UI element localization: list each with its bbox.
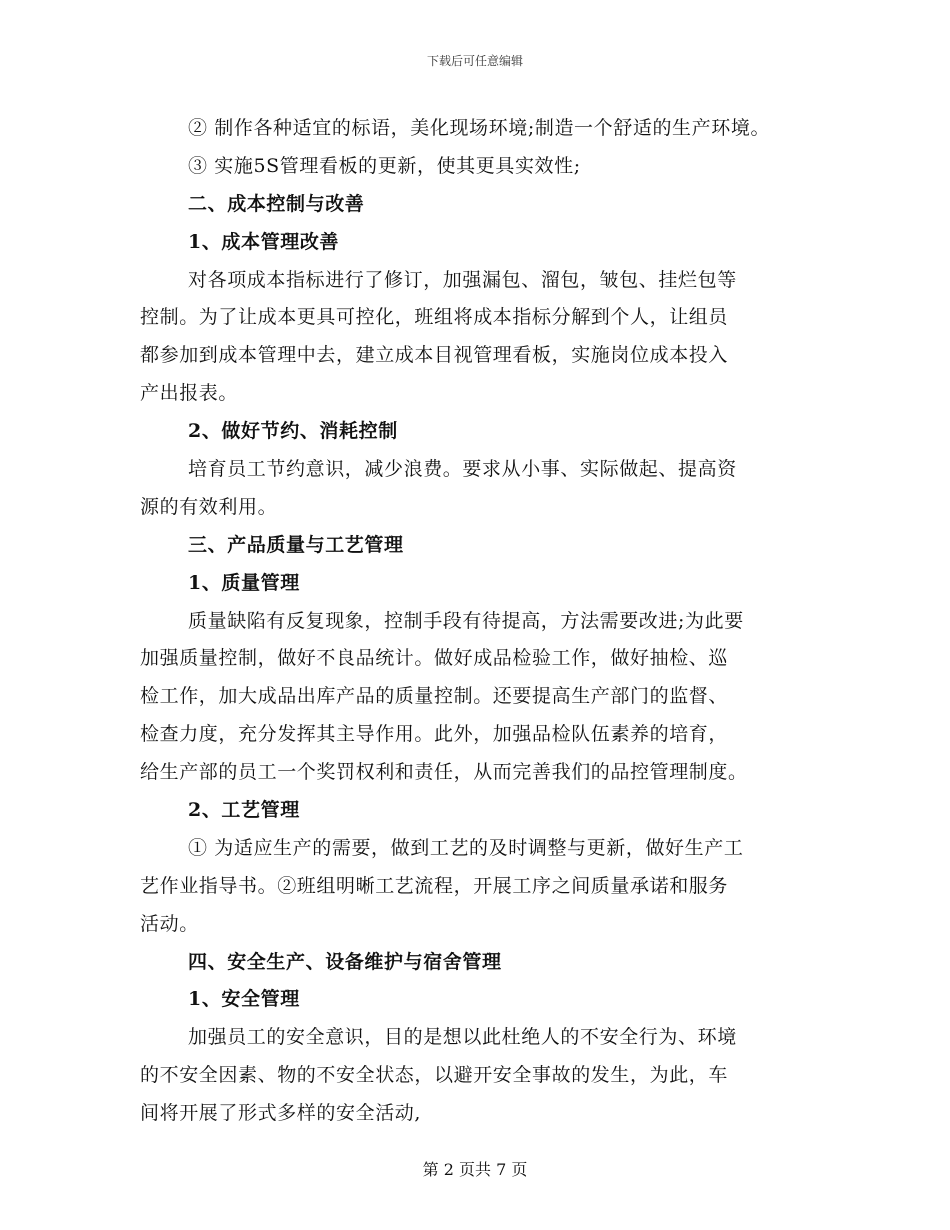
section-heading: 四、安全生产、设备维护与宿舍管理 (188, 950, 502, 973)
page-number-footer: 第 2 页共 7 页 (422, 1160, 528, 1179)
section-heading: 二、成本控制与改善 (188, 192, 365, 215)
section-heading: 1、安全管理 (188, 988, 300, 1011)
text-line: 质量缺陷有反复现象，控制手段有待提高，方法需要改进;为此要 (188, 609, 744, 632)
text-line: 的不安全因素、物的不安全状态，以避开安全事故的发生，为此，车 (140, 1064, 729, 1087)
text-line: 活动。 (140, 912, 199, 935)
text-line: 加强员工的安全意识，目的是想以此杜绝人的不安全行为、环境 (188, 1026, 737, 1049)
text-line: 间将开展了形式多样的安全活动, (140, 1102, 422, 1125)
text-line: 都参加到成本管理中去，建立成本目视管理看板，实施岗位成本投入 (140, 344, 729, 367)
section-heading: 1、质量管理 (188, 571, 300, 594)
text-line: ③ 实施5S管理看板的更新，使其更具实效性; (188, 154, 581, 177)
document-body (140, 110, 830, 1133)
text-line: 加强质量控制，做好不良品统计。做好成品检验工作，做好抽检、巡 (140, 647, 729, 670)
text-line: 检查力度，充分发挥其主导作用。此外，加强品检队伍素养的培育， (140, 723, 729, 746)
text-line: 培育员工节约意识，减少浪费。要求从小事、实际做起、提高资 (188, 458, 737, 481)
text-line: ② 制作各种适宜的标语，美化现场环境;制造一个舒适的生产环境。 (188, 117, 771, 139)
header-note: 下载后可任意编辑 (426, 54, 523, 68)
section-heading: 2、做好节约、消耗控制 (188, 420, 398, 443)
text-line: ① 为适应生产的需要，做到工艺的及时调整与更新，做好生产工 (188, 836, 744, 859)
text-line: 艺作业指导书。②班组明晰工艺流程，开展工序之间质量承诺和服务 (140, 874, 729, 897)
text-line: 控制。为了让成本更具可控化，班组将成本指标分解到个人，让组员 (140, 306, 729, 329)
section-heading: 2、工艺管理 (188, 799, 300, 822)
section-heading: 1、成本管理改善 (188, 230, 340, 253)
text-line: 检工作，加大成品出库产品的质量控制。还要提高生产部门的监督、 (140, 685, 729, 708)
text-line: 产出报表。 (140, 382, 239, 405)
text-line: 源的有效利用。 (140, 495, 278, 518)
section-heading: 三、产品质量与工艺管理 (188, 533, 404, 556)
text-line: 对各项成本指标进行了修订，加强漏包、溜包，皱包、挂烂包等 (188, 268, 737, 291)
text-line: 给生产部的员工一个奖罚权利和责任，从而完善我们的品控管理制度。 (140, 761, 748, 784)
